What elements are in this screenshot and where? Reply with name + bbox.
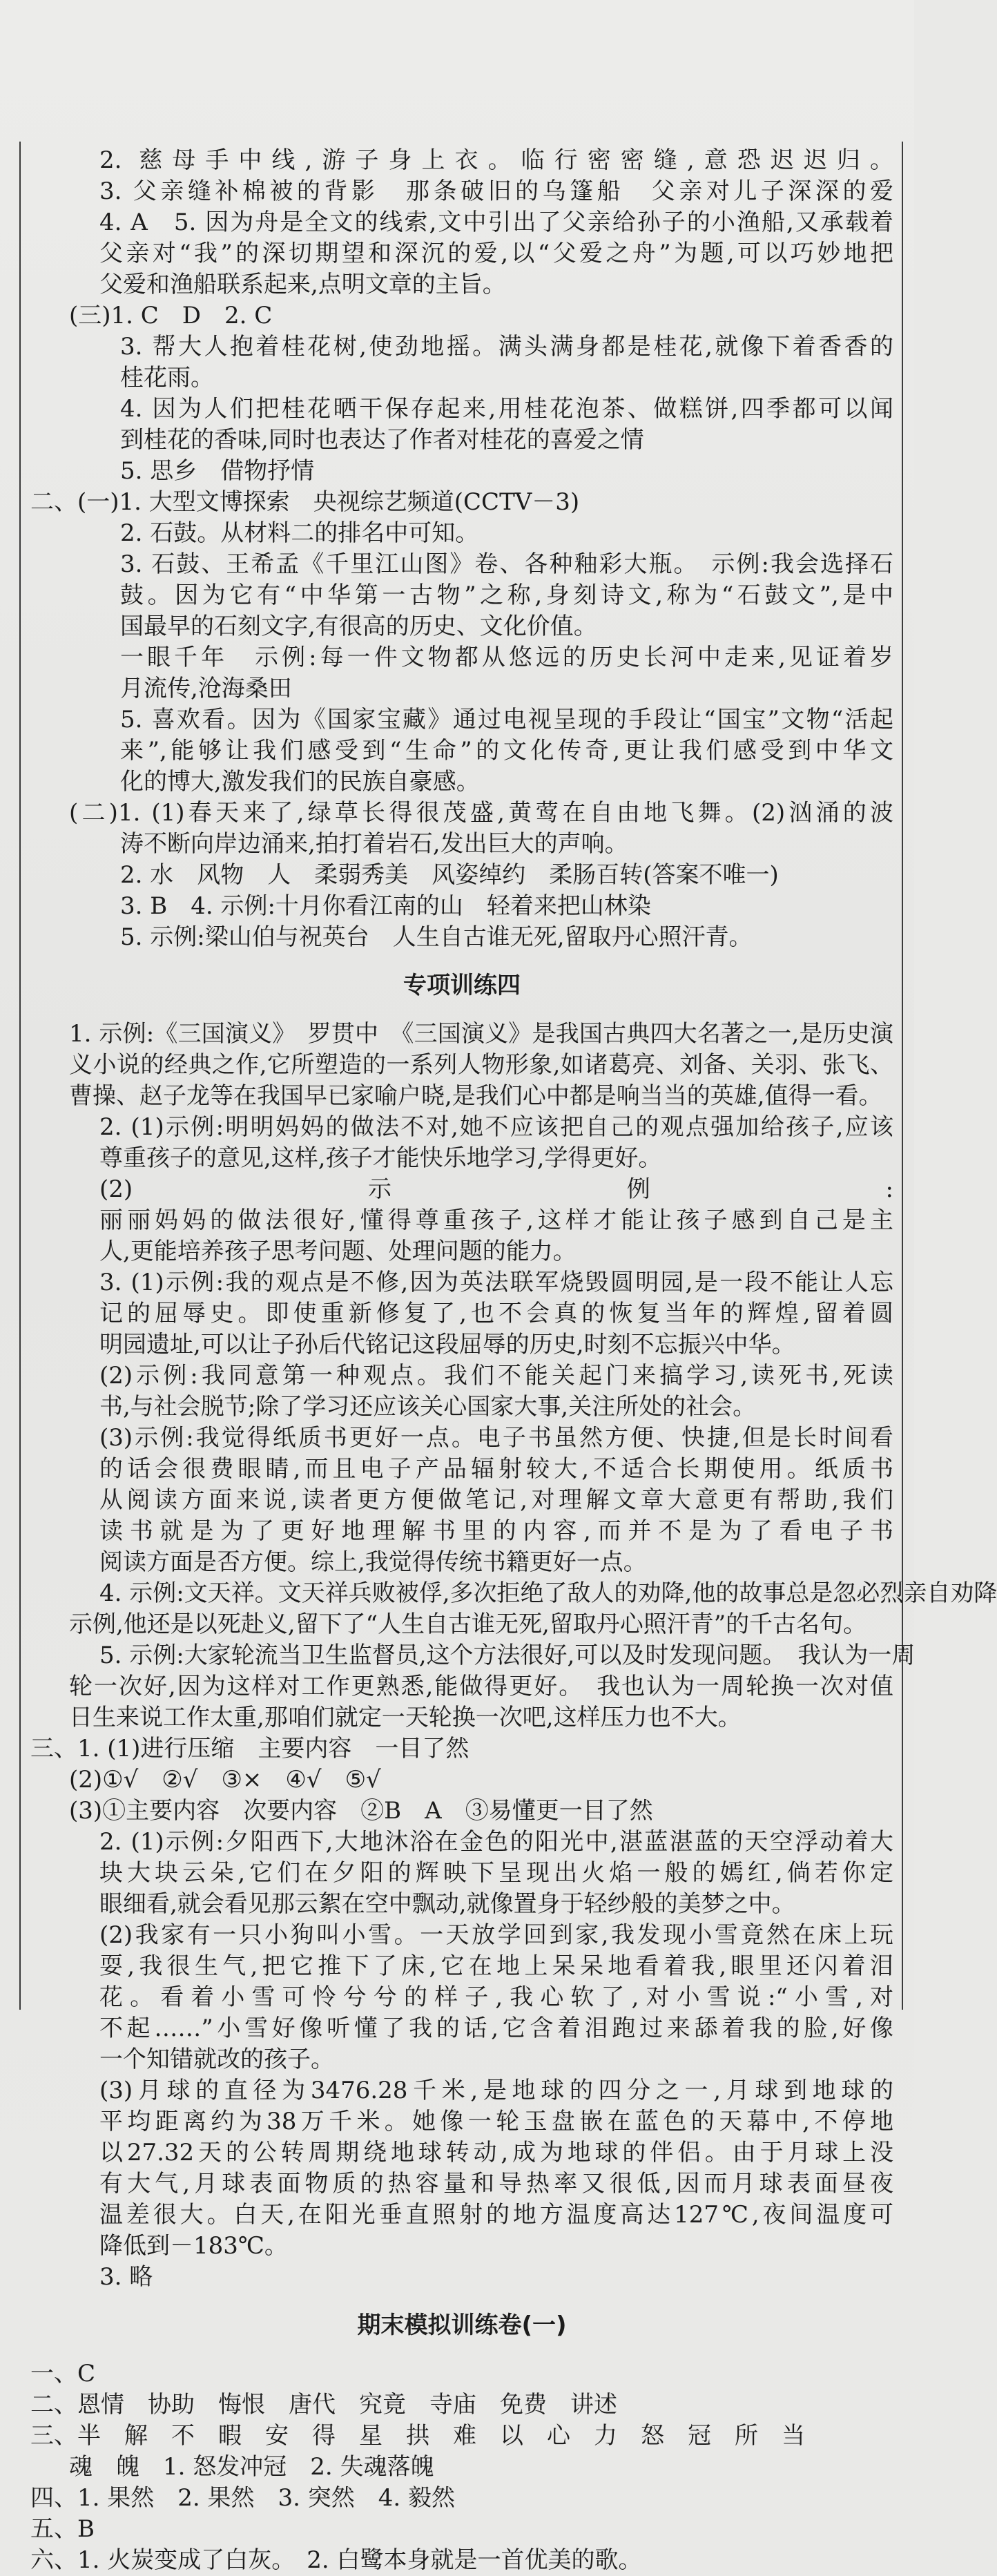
answer-line: 1. 示例:《三国演义》 罗贯中 《三国演义》是我国古典四大名著之一,是历史演	[69, 1020, 893, 1048]
answer-line: 4. 示例:文天祥。文天祥兵败被俘,多次拒绝了敌人的劝降,他的故事总是忽必烈亲自劝降	[99, 1579, 997, 1607]
answer-line: 3. 石鼓、王希孟《千里江山图》卷、各种釉彩大瓶。 示例:我会选择石	[120, 550, 893, 578]
answer-line: (2)我家有一只小狗叫小雪。一天放学回到家,我发现小雪竟然在床上玩	[99, 1921, 893, 1949]
answer-line: (三)1. C D 2. C	[69, 302, 273, 329]
answer-line: (3)月球的直径为3476.28千米,是地球的四分之一,月球到地球的	[99, 2077, 893, 2104]
answer-line: 以27.32天的公转周期绕地球转动,成为地球的伴侣。由于月球上没	[99, 2139, 893, 2166]
answer-line: 六、1. 火炭变成了白灰。 2. 白鹭本身就是一首优美的歌。	[30, 2546, 642, 2574]
answer-line: (2)示例:	[99, 1175, 893, 1203]
answer-line: 父亲对“我”的深切期望和深沉的爱,以“父爱之舟”为题,可以巧妙地把	[99, 240, 893, 267]
answer-line: 明园遗址,可以让子孙后代铭记这段屈辱的历史,时刻不忘振兴中华。	[99, 1331, 795, 1358]
answer-content	[30, 145, 997, 2576]
answer-line: 眼细看,就会看见那云絮在空中飘动,就像置身于轻纱般的美梦之中。	[99, 1890, 795, 1918]
answer-line: 5. 示例:大家轮流当卫生监督员,这个方法很好,可以及时发现问题。 我认为一周	[99, 1642, 916, 1669]
section-spacer	[30, 1001, 893, 1019]
answer-line: 3. (1)示例:我的观点是不修,因为英法联军烧毁圆明园,是一段不能让人忘	[99, 1269, 893, 1296]
answer-line: 父爱和渔船联系起来,点明文章的主旨。	[99, 271, 506, 298]
answer-line: 义小说的经典之作,它所塑造的一系列人物形象,如诸葛亮、刘备、关羽、张飞、	[69, 1051, 893, 1079]
answer-line: 平均距离约为38万千米。她像一轮玉盘嵌在蓝色的天幕中,不停地	[99, 2108, 893, 2135]
answer-line: 丽丽妈妈的做法很好,懂得尊重孩子,这样才能让孩子感到自己是主	[99, 1207, 893, 1234]
answer-line: 3. 略	[99, 2263, 153, 2291]
left-margin-rule	[19, 142, 21, 2010]
answer-line: 2. 石鼓。从材料二的排名中可知。	[120, 519, 479, 547]
answer-line: 二、恩情 协助 悔恨 唐代 究竟 寺庙 免费 讲述	[30, 2391, 617, 2419]
answer-line: 一个知错就改的孩子。	[99, 2046, 334, 2073]
answer-line: 魂 魄 1. 怒发冲冠 2. 失魂落魄	[69, 2453, 434, 2481]
answer-line: 读书就是为了更好地理解书里的内容,而并不是为了看电子书	[99, 1517, 893, 1545]
answer-line: 人,更能培养孩子思考问题、处理问题的能力。	[99, 1238, 577, 1265]
answer-line: 鼓。因为它有“中华第一古物”之称,身刻诗文,称为“石鼓文”,是中	[120, 581, 893, 609]
answer-line: 有大气,月球表面物质的热容量和导热率又很低,因而月球表面昼夜	[99, 2170, 893, 2198]
answer-line: 3. 父亲缝补棉被的背影 那条破旧的乌篷船 父亲对儿子深深的爱	[99, 177, 893, 205]
answer-line: 2. 水 风物 人 柔弱秀美 风姿绰约 柔肠百转(答案不唯一)	[120, 861, 779, 889]
section-heading: 期末模拟训练卷(一)	[357, 2311, 567, 2339]
answer-line: (二)1. (1)春天来了,绿草长得很茂盛,黄莺在自由地飞舞。(2)汹涌的波	[69, 799, 893, 827]
answer-line: 5. 示例:梁山伯与祝英台 人生自古谁无死,留取丹心照汗青。	[120, 923, 753, 951]
answer-line: 尊重孩子的意见,这样,孩子才能快乐地学习,学得更好。	[99, 1144, 662, 1172]
answer-line: 4. A 5. 因为舟是全文的线索,文中引出了父亲给孙子的小渔船,又承载着	[99, 209, 893, 236]
answer-line: 桂花雨。	[120, 364, 214, 392]
answer-line: 月流传,沧海桑田	[120, 675, 292, 702]
answer-line: 3. 帮大人抱着桂花树,使劲地摇。满头满身都是桂花,就像下着香香的	[120, 333, 893, 361]
answer-line: 温差很大。白天,在阳光垂直照射的地方温度高达127℃,夜间温度可	[99, 2201, 893, 2229]
answer-line: 2. (1)示例:明明妈妈的做法不对,她不应该把自己的观点强加给孩子,应该	[99, 1113, 893, 1141]
answer-line: 涛不断向岸边涌来,拍打着岩石,发出巨大的声响。	[120, 830, 628, 858]
answer-line: 3. B 4. 示例:十月你看江南的山 轻着来把山林染	[120, 892, 651, 920]
answer-line: 书,与社会脱节;除了学习还应该关心国家大事,关注所处的社会。	[99, 1393, 757, 1421]
answer-line: (3)示例:我觉得纸质书更好一点。电子书虽然方便、快捷,但是长时间看	[99, 1424, 893, 1452]
answer-line: 国最早的石刻文字,有很高的历史、文化价值。	[120, 613, 597, 640]
answer-line: 二、(一)1. 大型文博探索 央视综艺频道(CCTV－3)	[30, 488, 580, 516]
answer-line: 阅读方面是否方便。综上,我觉得传统书籍更好一点。	[99, 1548, 647, 1576]
answer-line: 三、半 解 不 暇 安 得 星 拱 难 以 心 力 怒 冠 所 当	[30, 2422, 805, 2450]
answer-line: 2. 慈母手中线,游子身上衣。临行密密缝,意恐迟迟归。	[99, 146, 893, 174]
answer-line: 耍,我很生气,把它推下了床,它在地上呆呆地看着我,眼里还闪着泪	[99, 1952, 893, 1980]
answer-line: 到桂花的香味,同时也表达了作者对桂花的喜爱之情	[120, 426, 644, 454]
answer-line: 曹操、赵子龙等在我国早已家喻户晓,是我们心中都是响当当的英雄,值得一看。	[69, 1082, 882, 1110]
answer-line: (2)①√ ②√ ③× ④√ ⑤√	[69, 1766, 381, 1794]
answer-line: 日生来说工作太重,那咱们就定一天轮换一次吧,这样压力也不大。	[69, 1704, 742, 1731]
answer-line: 5. 喜欢看。因为《国家宝藏》通过电视呈现的手段让“国宝”文物“活起	[120, 706, 893, 733]
section-heading: 专项训练四	[403, 972, 521, 999]
answer-line: 化的博大,激发我们的民族自豪感。	[120, 768, 480, 796]
right-margin-rule	[902, 142, 903, 2010]
answer-line: 一、C	[30, 2360, 96, 2387]
answer-line: 4. 因为人们把桂花晒干保存起来,用桂花泡茶、做糕饼,四季都可以闻	[120, 395, 893, 423]
answer-line: 块大块云朵,它们在夕阳的辉映下呈现出火焰一般的嫣红,倘若你定	[99, 1859, 893, 1887]
section-spacer	[30, 953, 893, 970]
answer-line: 五、B	[30, 2515, 95, 2543]
answer-line: 一眼千年 示例:每一件文物都从悠远的历史长河中走来,见证着岁	[120, 644, 893, 671]
answer-line: 记的屈辱史。即使重新修复了,也不会真的恢复当年的辉煌,留着圆	[99, 1300, 893, 1327]
answer-line: 从阅读方面来说,读者更方便做笔记,对理解文章大意更有帮助,我们	[99, 1486, 893, 1514]
answer-line: (2)示例:我同意第一种观点。我们不能关起门来搞学习,读死书,死读	[99, 1362, 893, 1390]
answer-line: 轮一次好,因为这样对工作更熟悉,能做得更好。 我也认为一周轮换一次对值	[69, 1673, 893, 1700]
answer-line: 降低到－183℃。	[99, 2232, 288, 2260]
section-spacer	[30, 2293, 893, 2310]
answer-line: 的话会很费眼睛,而且电子产品辐射较大,不适合长期使用。纸质书	[99, 1455, 893, 1483]
answer-line: 四、1. 果然 2. 果然 3. 突然 4. 毅然	[30, 2484, 455, 2512]
answer-line: 花。看着小雪可怜兮兮的样子,我心软了,对小雪说:“小雪,对	[99, 1983, 893, 2011]
answer-line: 2. (1)示例:夕阳西下,大地沐浴在金色的阳光中,湛蓝湛蓝的天空浮动着大	[99, 1828, 893, 1856]
answer-line: 来”,能够让我们感受到“生命”的文化传奇,更让我们感受到中华文	[120, 737, 893, 765]
answer-line: 示例,他还是以死赴义,留下了“人生自古谁无死,留取丹心照汗青”的千古名句。	[69, 1611, 867, 1638]
answer-line: (3)①主要内容 次要内容 ②B A ③易懂更一目了然	[69, 1797, 653, 1825]
section-spacer	[30, 2341, 893, 2358]
answer-line: 不起……”小雪好像听懂了我的话,它含着泪跑过来舔着我的脸,好像	[99, 2015, 893, 2042]
answer-line: 三、1. (1)进行压缩 主要内容 一目了然	[30, 1735, 470, 1762]
answer-line: 5. 思乡 借物抒情	[120, 457, 315, 485]
